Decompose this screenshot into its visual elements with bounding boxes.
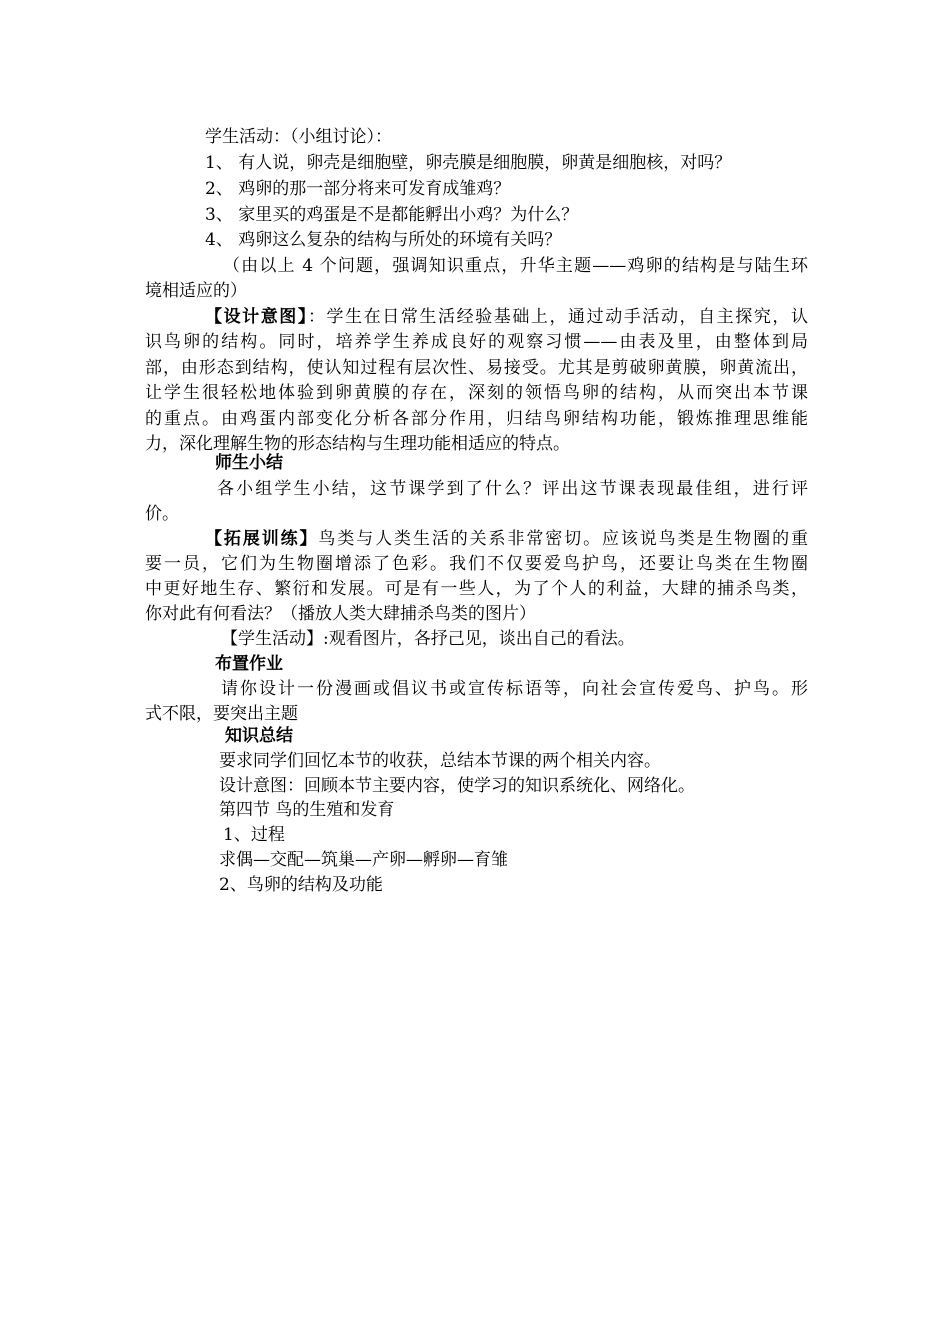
design-intent-line-6: 力，深化理解生物的形态结构与生理功能相适应的特点。	[145, 434, 570, 454]
design-intent-label: 【设计意图】	[205, 307, 308, 327]
knowledge-item-2: 2、鸟卵的结构及功能	[219, 875, 383, 895]
design-intent-line-5: 的重点。由鸡蛋内部变化分析各部分作用，归结鸟卵结构功能，锻炼推理思维能	[145, 409, 808, 429]
section-title: 第四节 鸟的生殖和发育	[219, 800, 395, 820]
design-intent-line-4: 让学生很轻松地体验到卵黄膜的存在，深刻的领悟鸟卵的结构，从而突出本节课	[145, 383, 808, 403]
activity-note-line-1: （由以上 4 个问题，强调知识重点，升华主题——鸡卵的结构是与陆生环	[223, 256, 808, 276]
summary-heading: 师生小结	[215, 453, 283, 473]
summary-line-1: 各小组学生小结，这节课学到了什么？评出这节课表现最佳组，进行评	[217, 479, 808, 499]
extension-line-2: 要一员，它们为生物圈增添了色彩。我们不仅要爱鸟护鸟，还要让鸟类在生物圈	[145, 554, 808, 574]
question-2: 2、 鸡卵的那一部分将来可发育成雏鸡？	[205, 179, 511, 199]
knowledge-heading: 知识总结	[225, 726, 293, 746]
knowledge-line-2: 设计意图：回顾本节主要内容，使学习的知识系统化、网络化。	[219, 776, 695, 796]
activity-note-line-2: 境相适应的）	[145, 281, 247, 301]
knowledge-item-1-content: 求偶—交配—筑巢—产卵—孵卵—育雏	[219, 850, 508, 870]
question-3: 3、 家里买的鸡蛋是不是都能孵出小鸡？为什么？	[205, 205, 579, 225]
question-1: 1、 有人说，卵壳是细胞壁，卵壳膜是细胞膜，卵黄是细胞核，对吗？	[205, 153, 732, 173]
design-intent-line-2: 识鸟卵的结构。同时，培养学生养成良好的观察习惯——由表及里，由整体到局	[145, 332, 808, 352]
design-intent-line-1: 【设计意图】：学生在日常生活经验基础上，通过动手活动，自主探究，认	[205, 307, 808, 327]
activity-heading: 学生活动：（小组讨论）：	[205, 127, 392, 147]
extension-line-3: 中更好地生存、繁衍和发展。可是有一些人，为了个人的利益，大肆的捕杀鸟类，	[145, 579, 808, 599]
homework-line-2: 式不限，要突出主题	[145, 704, 298, 724]
summary-line-2: 价。	[145, 504, 179, 524]
homework-heading: 布置作业	[215, 654, 283, 674]
homework-line-1: 请你设计一份漫画或倡议书或宣传标语等，向社会宣传爱鸟、护鸟。形	[221, 679, 808, 699]
extension-label: 【拓展训练】	[205, 529, 319, 549]
extension-line-1: 【拓展训练】鸟类与人类生活的关系非常密切。应该说鸟类是生物圈的重	[205, 529, 809, 549]
question-4: 4、 鸡卵这么复杂的结构与所处的环境有关吗？	[205, 230, 562, 250]
extension-line-4: 你对此有何看法？（播放人类大肆捕杀鸟类的图片）	[145, 604, 536, 624]
extension-student-activity: 【学生活动】:观看图片，各抒己见，谈出自己的看法。	[221, 629, 635, 649]
design-intent-line-3: 部，由形态到结构，使认知过程有层次性、易接受。尤其是剪破卵黄膜，卵黄流出，	[145, 358, 808, 378]
knowledge-line-1: 要求同学们回忆本节的收获，总结本节课的两个相关内容。	[219, 751, 661, 771]
knowledge-item-1: 1、过程	[223, 825, 285, 845]
